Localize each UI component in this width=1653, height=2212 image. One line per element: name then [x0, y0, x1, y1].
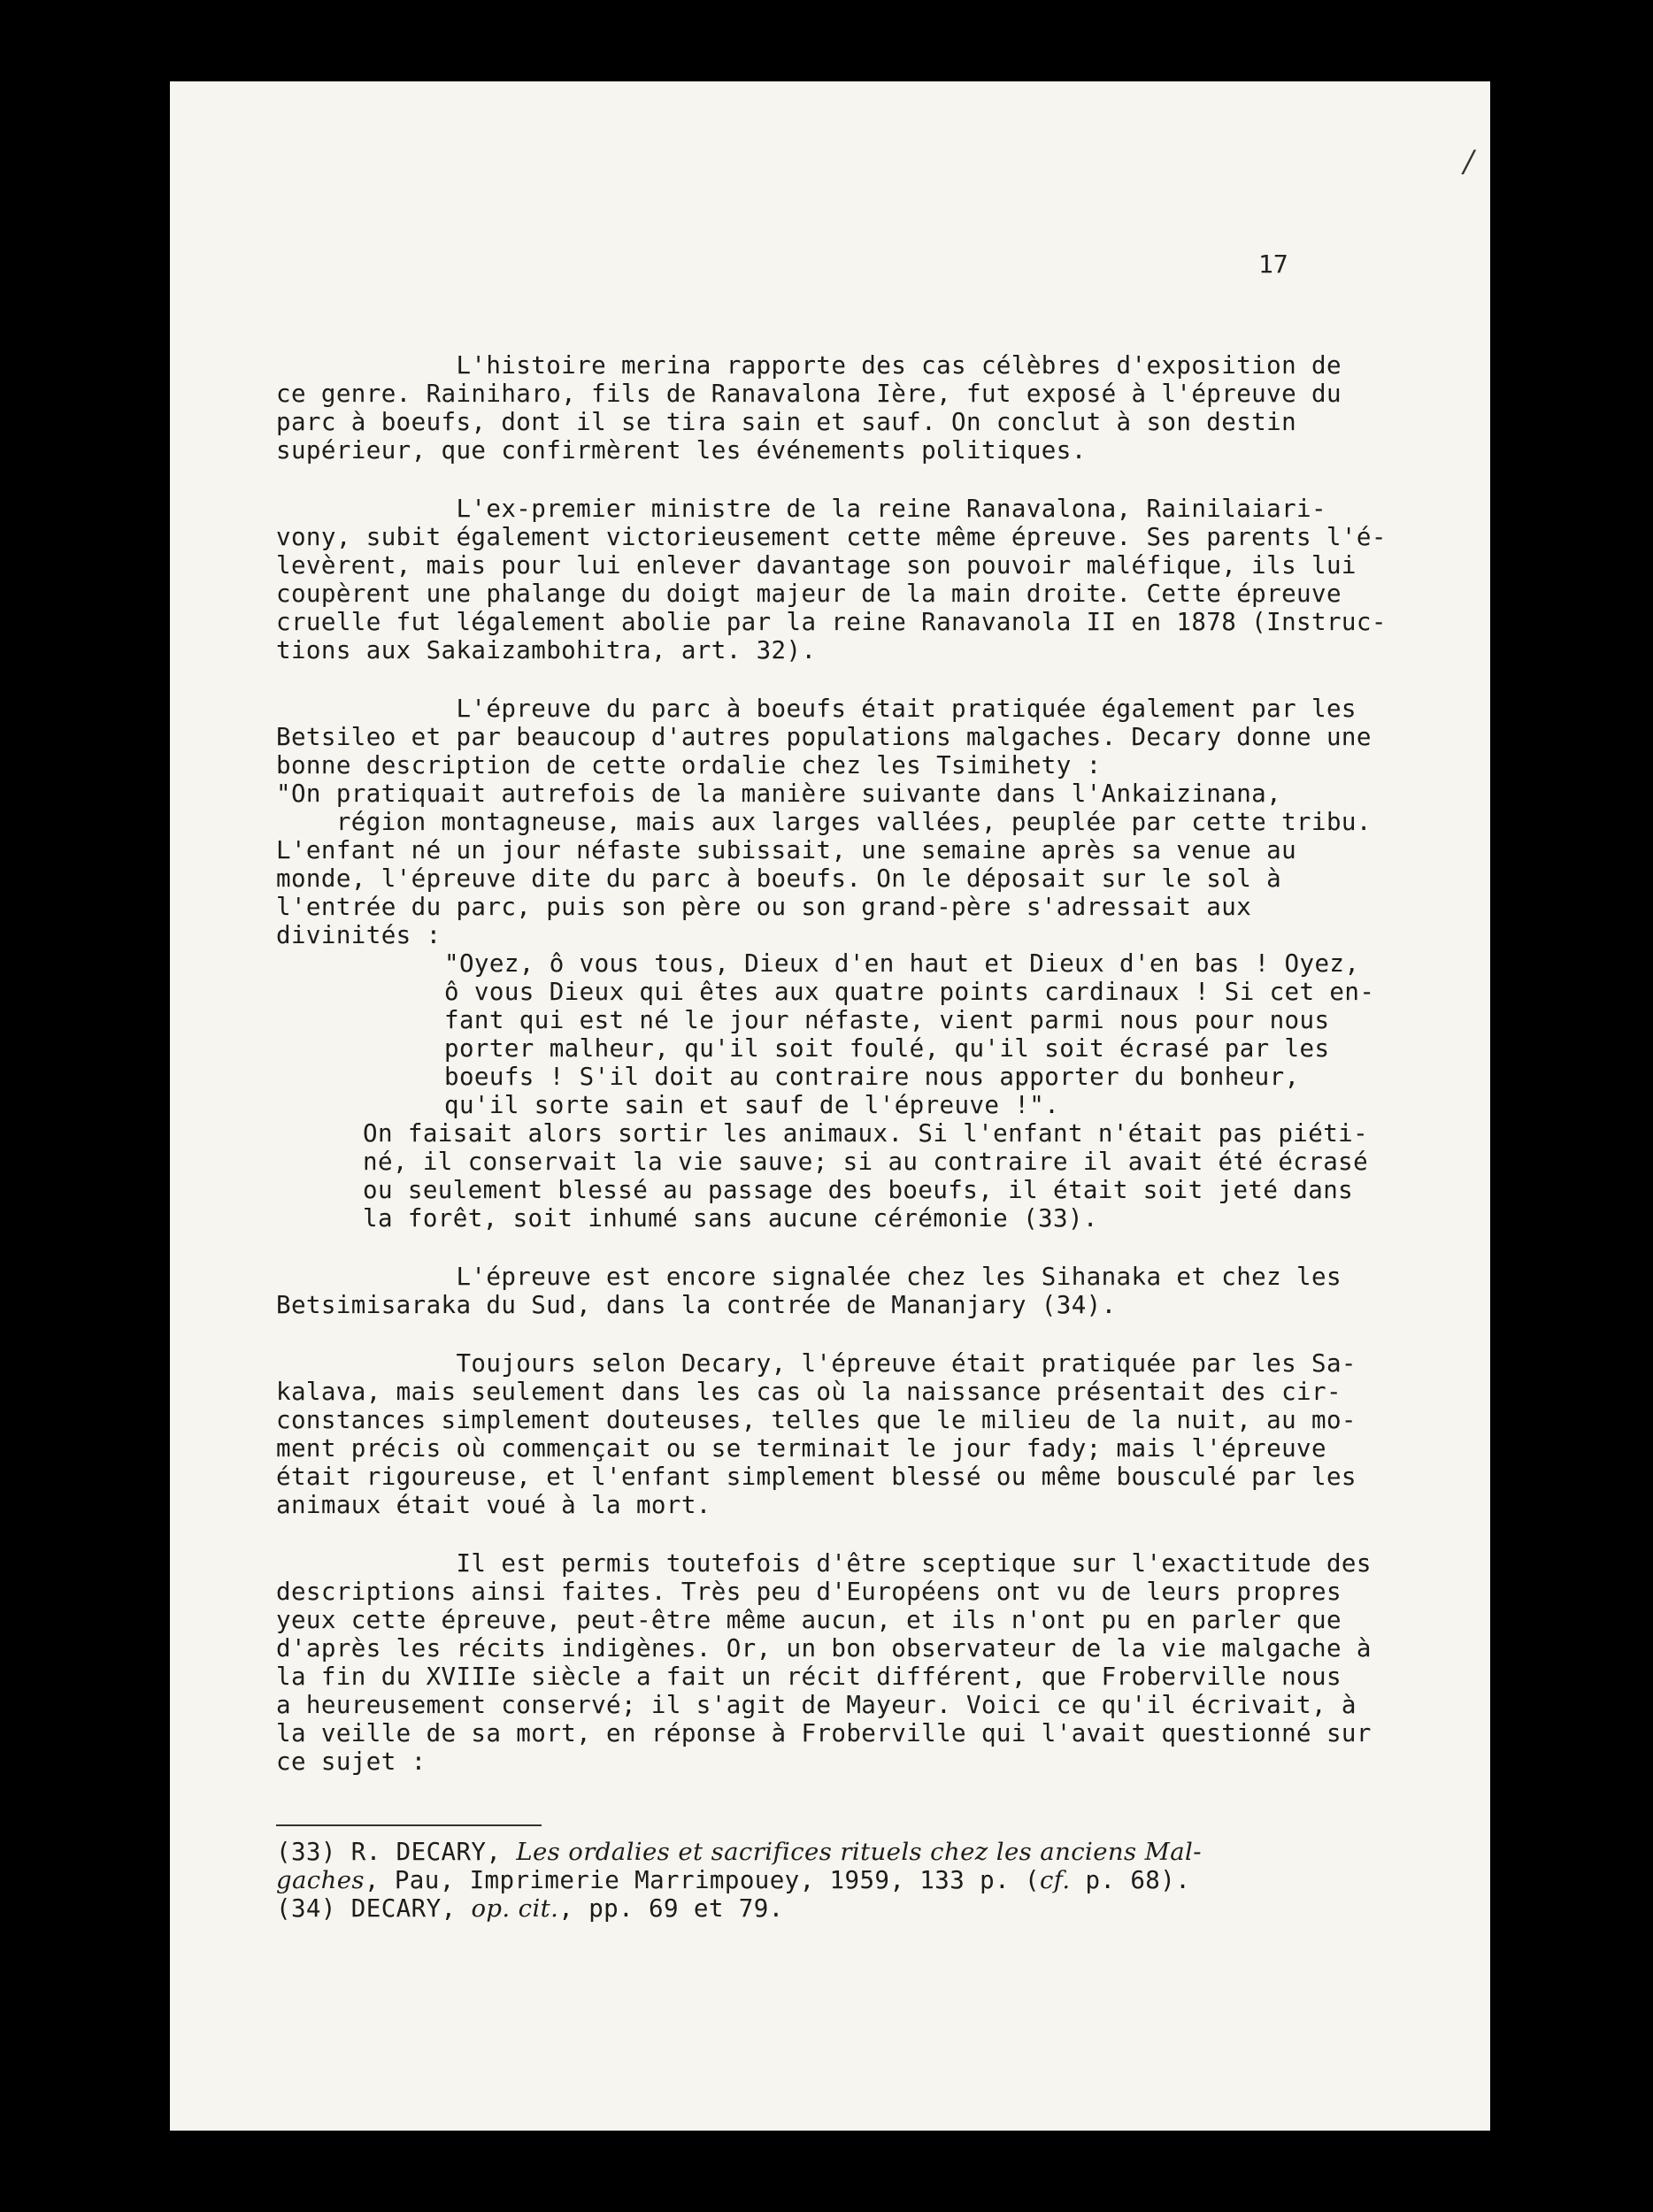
text-line: supérieur, que confirmèrent les événements politiques.: [276, 436, 1087, 465]
text-line: vony, subit également victorieusement cette même épreuve. Ses parents l'é-: [276, 523, 1387, 551]
text-line: Il est permis toutefois d'être sceptique sur l'exactitude des: [276, 1549, 1372, 1578]
text-line: On faisait alors sortir les animaux. Si l'enfant n'était pas piéti-: [363, 1119, 1369, 1148]
block-quote: [276, 949, 1375, 1119]
text-line: Toujours selon Decary, l'épreuve était pratiquée par les Sa-: [276, 1349, 1357, 1378]
text-line: était rigoureuse, et l'enfant simplement blessé ou même bousculé par les: [276, 1463, 1357, 1491]
text-line: L'ex-premier ministre de la reine Ranavalona, Rainilaiari-: [276, 495, 1326, 523]
paragraph-5: [276, 1349, 1357, 1519]
text-line: a heureusement conservé; il s'agit de Mayeur. Voici ce qu'il écrivait, à: [276, 1691, 1357, 1719]
quote-line: "Oyez, ô vous tous, Dieux d'en haut et Dieux d'en bas ! Oyez,: [444, 949, 1360, 978]
text-line: divinités :: [276, 921, 442, 949]
paragraph-3-continued: [276, 1119, 1369, 1233]
text-line: d'après les récits indigènes. Or, un bon observateur de la vie malgache à: [276, 1634, 1372, 1663]
handwritten-mark: /: [1464, 144, 1474, 180]
text-line: L'histoire merina rapporte des cas célèbres d'exposition de: [276, 351, 1342, 380]
text-line: descriptions ainsi faites. Très peu d'Européens ont vu de leurs propres: [276, 1578, 1342, 1606]
text-line: levèrent, mais pour lui enlever davantage son pouvoir maléfique, ils lui: [276, 551, 1357, 580]
text-line: né, il conservait la vie sauve; si au contraire il avait été écrasé: [363, 1148, 1369, 1176]
text-line: ce genre. Rainiharo, fils de Ranavalona Ière, fut exposé à l'épreuve du: [276, 380, 1342, 408]
text-line: "On pratiquait autrefois de la manière suivante dans l'Ankaizinana,: [276, 780, 1282, 808]
quote-line: ô vous Dieux qui êtes aux quatre points cardinaux ! Si cet en-: [444, 978, 1375, 1006]
footnote-34: (34) DECARY, op. cit., pp. 69 et 79.: [276, 1894, 784, 1923]
footnote-rule: [276, 1824, 542, 1826]
text-line: la forêt, soit inhumé sans aucune cérémonie (33).: [363, 1204, 1098, 1233]
text-line: parc à boeufs, dont il se tira sain et sauf. On conclut à son destin: [276, 408, 1297, 436]
text-line: Betsileo et par beaucoup d'autres populations malgaches. Decary donne une: [276, 723, 1372, 751]
quote-line: qu'il sorte sain et sauf de l'épreuve !".: [444, 1091, 1060, 1119]
quote-line: fant qui est né le jour néfaste, vient parmi nous pour nous: [444, 1006, 1330, 1034]
footnotes: [276, 1838, 1303, 1923]
footnote-33-line-2: gaches, Pau, Imprimerie Marrimpouey, 1959, 133 p. (cf. p. 68).: [276, 1866, 1191, 1894]
text-line: kalava, mais seulement dans les cas où la naissance présentait des cir-: [276, 1378, 1342, 1406]
text-line: la veille de sa mort, en réponse à Froberville qui l'avait questionné sur: [276, 1719, 1372, 1747]
text-line: monde, l'épreuve dite du parc à boeufs. On le déposait sur le sol à: [276, 864, 1282, 893]
text-line: ou seulement blessé au passage des boeufs, il était soit jeté dans: [363, 1176, 1354, 1204]
text-line: la fin du XVIIIe siècle a fait un récit différent, que Froberville nous: [276, 1663, 1342, 1691]
text-line: tions aux Sakaizambohitra, art. 32).: [276, 636, 817, 664]
text-line: animaux était voué à la mort.: [276, 1491, 711, 1519]
text-line: L'épreuve est encore signalée chez les Sihanaka et chez les: [276, 1263, 1342, 1291]
text-line: cruelle fut légalement abolie par la reine Ranavanola II en 1878 (Instruc-: [276, 608, 1387, 636]
paragraph-1: [276, 351, 1342, 465]
paragraph-4: [276, 1263, 1342, 1319]
paragraph-3: [276, 695, 1372, 949]
paragraph-2: [276, 495, 1387, 664]
text-line: L'enfant né un jour néfaste subissait, une semaine après sa venue au: [276, 836, 1297, 864]
text-line: L'épreuve du parc à boeufs était pratiquée également par les: [276, 695, 1357, 723]
text-line: ment précis où commençait ou se terminait le jour fady; mais l'épreuve: [276, 1434, 1326, 1463]
page-number: 17: [1258, 250, 1288, 279]
quote-line: boeufs ! S'il doit au contraire nous apporter du bonheur,: [444, 1063, 1300, 1091]
text-line: région montagneuse, mais aux larges vallées, peuplée par cette tribu.: [276, 808, 1372, 836]
quote-line: porter malheur, qu'il soit foulé, qu'il soit écrasé par les: [444, 1034, 1330, 1063]
text-line: ce sujet :: [276, 1747, 427, 1776]
paragraph-6: [276, 1549, 1372, 1776]
footnote-33-line-1: (33) R. DECARY, Les ordalies et sacrifices rituels chez les anciens Mal-: [276, 1838, 1202, 1866]
text-line: Betsimisaraka du Sud, dans la contrée de Mananjary (34).: [276, 1291, 1117, 1319]
text-line: coupèrent une phalange du doigt majeur de la main droite. Cette épreuve: [276, 580, 1342, 608]
text-line: bonne description de cette ordalie chez les Tsimihety :: [276, 751, 1102, 780]
text-line: yeux cette épreuve, peut-être même aucun, et ils n'ont pu en parler que: [276, 1606, 1342, 1634]
document-page: [170, 81, 1490, 2131]
text-line: constances simplement douteuses, telles que le milieu de la nuit, au mo-: [276, 1406, 1357, 1434]
body-text: [276, 351, 1387, 1776]
text-line: l'entrée du parc, puis son père ou son grand-père s'adressait aux: [276, 893, 1252, 921]
